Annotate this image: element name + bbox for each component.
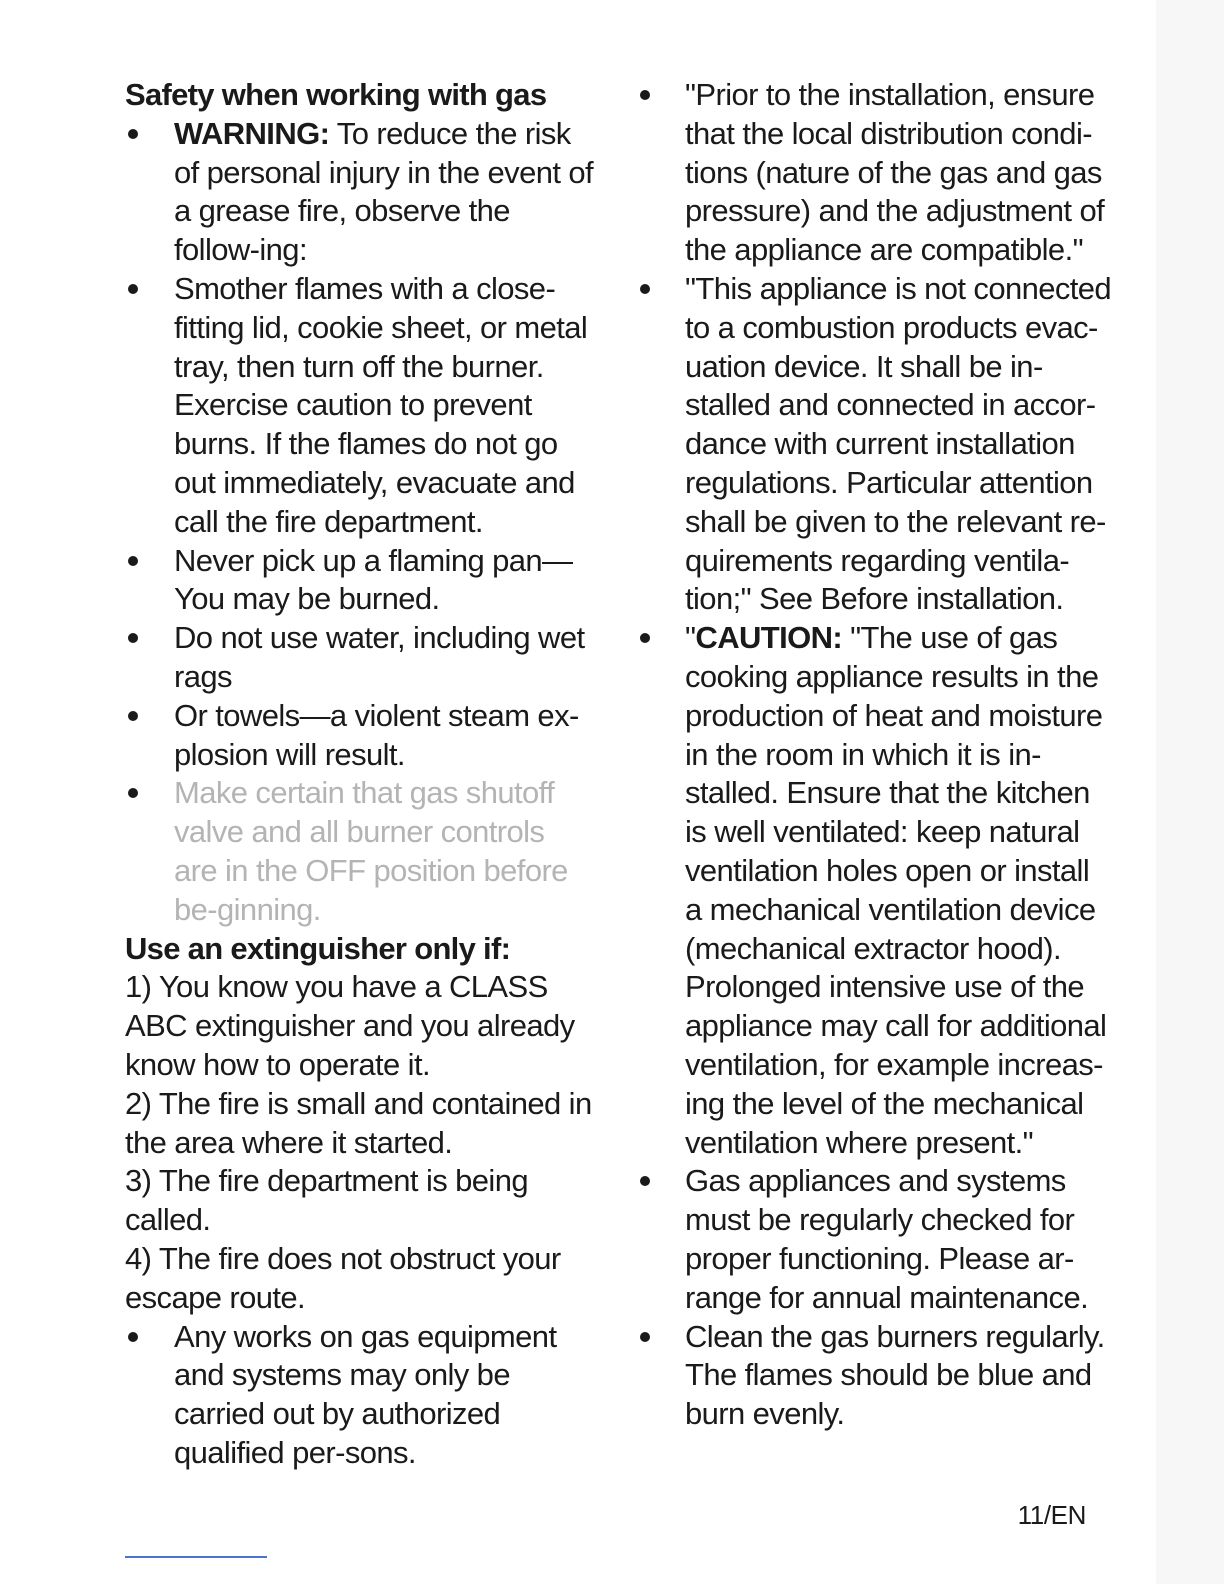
grease-fire-list xyxy=(125,115,595,930)
qualified-persons-list xyxy=(125,1318,595,1473)
footer-rule xyxy=(125,1556,267,1558)
bullet-icon xyxy=(128,711,138,721)
list-item xyxy=(125,270,595,542)
extinguisher-heading: Use an extinguisher only if: xyxy=(125,930,511,966)
bullet-icon xyxy=(128,284,138,294)
list-item-text: Do not use water, including wet rags xyxy=(174,620,585,694)
bullet-icon xyxy=(128,788,138,798)
list-item-text: Gas appliances and systems must be regularly checked for proper functioning. Please ar-range for annual maintenance. xyxy=(685,1163,1089,1315)
section-heading: Safety when working with gas xyxy=(125,77,547,112)
list-item-text: Clean the gas burners regularly. The flames should be blue and burn evenly. xyxy=(685,1318,1105,1432)
list-item xyxy=(637,76,1112,270)
list-item xyxy=(637,1318,1112,1434)
list-item-text: Never pick up a flaming pan—You may be burned. xyxy=(174,542,573,617)
bullet-icon xyxy=(128,556,138,566)
list-item xyxy=(125,542,595,620)
warning-label: WARNING: xyxy=(174,115,330,151)
installation-list xyxy=(637,76,1112,1434)
list-item-text-faded: Make certain that gas shutoff valve and all burner controls are in the OFF position before be-ginning. xyxy=(174,775,568,927)
page-number: 11/EN xyxy=(1017,1500,1086,1530)
list-item-text: Any works on gas equipment and systems may only be carried out by authorized qualified per-sons. xyxy=(174,1318,557,1470)
list-item xyxy=(637,1162,1112,1317)
bullet-icon xyxy=(128,633,138,643)
numbered-item: 2) The fire is small and contained in the area where it started. xyxy=(125,1085,592,1160)
list-item xyxy=(637,270,1112,619)
list-item-text: "The use of gas cooking appliance results in the production of heat and moisture in the room in which it is in-stalled. Ensure that the kitchen is well ventilated: keep natural ventilation holes open or install a mechanical ventilation device (mechanical extractor hood). Prolonged intensive use of the appliance may call for additional ventilation, for example increas-ing the level of the mechanical ventilation where present." xyxy=(685,620,1107,1160)
right-column xyxy=(637,76,1112,1434)
list-item-text: "Prior to the installation, ensure that the local distribution condi-tions (nature of the gas and gas pressure) and the adjustment of the appliance are compatible." xyxy=(685,77,1105,268)
bullet-icon xyxy=(640,90,650,100)
numbered-item: 4) The fire does not obstruct your escape route. xyxy=(125,1240,561,1315)
page-edge-shade xyxy=(1156,0,1224,1584)
list-item xyxy=(637,619,1112,1162)
bullet-icon xyxy=(640,284,650,294)
bullet-icon xyxy=(128,129,138,139)
list-item xyxy=(125,1318,595,1473)
bullet-icon xyxy=(640,1176,650,1186)
bullet-icon xyxy=(128,1332,138,1342)
numbered-item: 1) You know you have a CLASS ABC extinguisher and you already know how to operate it. xyxy=(125,969,575,1082)
caution-label: CAUTION: xyxy=(695,620,843,656)
list-item-text: "This appliance is not connected to a combustion products evac-uation device. It shall be in-stalled and connected in accor-dance with current installation regulations. Particular attention shall be given to the relevant re-quirements regarding ventila-tion;" See Before installation. xyxy=(685,270,1112,617)
list-item-text: Smother flames with a close-fitting lid, cookie sheet, or metal tray, then turn off the burner. Exercise caution to prevent burns. If the flames do not go out immediately, evacuate and call the fire department. xyxy=(174,270,588,539)
bullet-icon xyxy=(640,1332,650,1342)
list-item xyxy=(125,115,595,270)
list-item-text: To reduce the risk of personal injury in the event of a grease fire, observe the follow-ing: xyxy=(174,115,594,268)
list-item xyxy=(125,774,595,929)
list-item xyxy=(125,619,595,697)
numbered-item: 3) The fire department is being called. xyxy=(125,1163,529,1238)
list-item-text: Or towels—a violent steam ex-plosion will result. xyxy=(174,697,579,772)
list-item xyxy=(125,697,595,775)
bullet-icon xyxy=(640,633,650,643)
left-column xyxy=(125,76,595,1473)
quote-mark: " xyxy=(685,620,696,656)
